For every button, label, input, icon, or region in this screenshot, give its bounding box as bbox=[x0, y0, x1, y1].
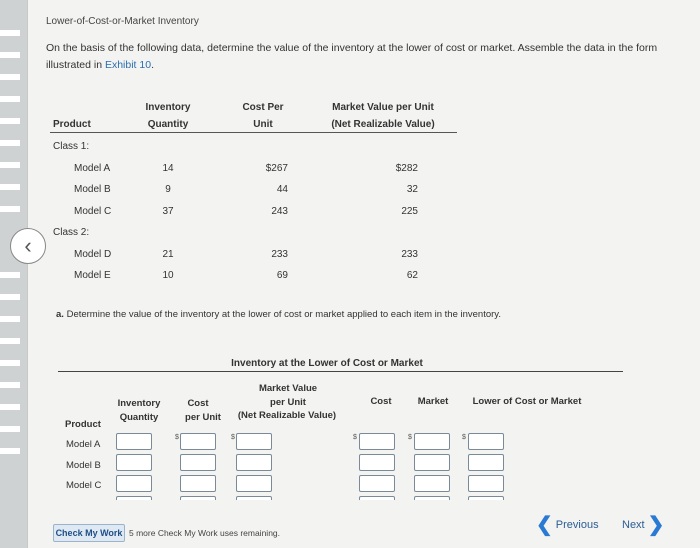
market-value-input[interactable] bbox=[236, 475, 272, 492]
side-nav-tick[interactable] bbox=[0, 338, 20, 344]
part-a-label: a. bbox=[56, 309, 64, 320]
lcm-total-input[interactable] bbox=[468, 454, 504, 471]
row-market: 225 bbox=[401, 206, 418, 217]
header-lcm: Lower of Cost or Market bbox=[472, 396, 582, 407]
side-nav-tick[interactable] bbox=[0, 184, 20, 190]
side-nav-tick[interactable] bbox=[0, 118, 20, 124]
side-nav-tick[interactable] bbox=[0, 404, 20, 410]
remaining-checks-text: 5 more Check My Work uses remaining. bbox=[129, 528, 281, 538]
side-nav-tick[interactable] bbox=[0, 74, 20, 80]
answer-table-rule bbox=[58, 371, 623, 372]
currency-symbol: $ bbox=[231, 434, 235, 441]
market-total-input[interactable] bbox=[414, 454, 450, 471]
next-label: Next bbox=[622, 519, 645, 531]
header-cost-line2: per Unit bbox=[185, 412, 221, 423]
lcm-total-input[interactable] bbox=[468, 433, 504, 450]
row-quantity: 10 bbox=[162, 270, 174, 281]
header-market-line2: (Net Realizable Value) bbox=[331, 119, 435, 130]
market-total-input[interactable] bbox=[414, 433, 450, 450]
header-market-value-line2: per Unit bbox=[270, 397, 306, 408]
row-cost: 233 bbox=[271, 249, 288, 260]
side-nav-tick[interactable] bbox=[0, 382, 20, 388]
market-total-input[interactable] bbox=[414, 475, 450, 492]
row-cost: 69 bbox=[276, 270, 288, 281]
chevron-left-icon: ❮ bbox=[536, 514, 553, 536]
currency-symbol: $ bbox=[175, 434, 179, 441]
row-market: 62 bbox=[406, 270, 418, 281]
check-my-work-button[interactable]: Check My Work bbox=[53, 524, 125, 542]
page-title: Lower-of-Cost-or-Market Inventory bbox=[46, 16, 199, 27]
side-nav-tick[interactable] bbox=[0, 294, 20, 300]
side-nav-tick[interactable] bbox=[0, 272, 20, 278]
side-nav-strip bbox=[0, 0, 28, 548]
row-product: Model A bbox=[74, 163, 111, 174]
previous-button[interactable] bbox=[536, 515, 599, 535]
answer-row-product: Model C bbox=[66, 480, 102, 491]
question-intro bbox=[46, 40, 671, 74]
side-nav-tick[interactable] bbox=[0, 52, 20, 58]
next-button[interactable] bbox=[622, 515, 664, 535]
side-nav-tick[interactable] bbox=[0, 30, 20, 36]
header-quantity: Quantity bbox=[119, 412, 159, 423]
intro-text: On the basis of the following data, determine the value of the inventory at the lower of cost or market. Assemble the data in the form illustrated in bbox=[46, 42, 658, 71]
row-cost: 243 bbox=[271, 206, 288, 217]
collapse-chevron-left-icon[interactable]: ‹ bbox=[10, 228, 46, 264]
cost-total-input[interactable] bbox=[359, 475, 395, 492]
intro-end: . bbox=[151, 59, 154, 71]
quantity-input[interactable] bbox=[116, 475, 152, 492]
currency-symbol: $ bbox=[408, 434, 412, 441]
header-product: Product bbox=[65, 419, 101, 430]
quantity-input[interactable] bbox=[116, 433, 152, 450]
header-quantity-line1: Inventory bbox=[145, 102, 191, 113]
chevron-right-icon: ❯ bbox=[647, 514, 665, 536]
answer-row-product: Model B bbox=[66, 460, 101, 471]
lcm-total-input[interactable] bbox=[468, 475, 504, 492]
header-cost-line2: Unit bbox=[253, 119, 273, 130]
header-market-value-line1: Market Value bbox=[258, 383, 318, 394]
class1-label: Class 1: bbox=[53, 141, 90, 152]
side-nav-tick[interactable] bbox=[0, 360, 20, 366]
cost-per-unit-input[interactable] bbox=[180, 454, 216, 471]
footer-bar bbox=[28, 500, 700, 548]
part-a-prompt bbox=[56, 309, 501, 320]
answer-table-title: Inventory at the Lower of Cost or Market bbox=[231, 358, 423, 369]
market-value-input[interactable] bbox=[236, 433, 272, 450]
previous-label: Previous bbox=[555, 519, 599, 531]
row-market: 32 bbox=[406, 184, 418, 195]
side-nav-tick[interactable] bbox=[0, 140, 20, 146]
side-nav-tick[interactable] bbox=[0, 448, 20, 454]
exhibit-link[interactable]: Exhibit 10 bbox=[104, 59, 152, 71]
class2-label: Class 2: bbox=[53, 227, 90, 238]
row-product: Model C bbox=[74, 206, 112, 217]
row-cost: $267 bbox=[265, 163, 288, 174]
cost-per-unit-input[interactable] bbox=[180, 475, 216, 492]
row-quantity: 37 bbox=[162, 206, 174, 217]
cost-total-input[interactable] bbox=[359, 433, 395, 450]
cost-per-unit-input[interactable] bbox=[180, 433, 216, 450]
header-quantity-line2: Quantity bbox=[147, 119, 189, 130]
row-market: $282 bbox=[395, 163, 418, 174]
row-product: Model B bbox=[74, 184, 111, 195]
header-cost-line1: Cost bbox=[187, 398, 209, 409]
quantity-input[interactable] bbox=[116, 454, 152, 471]
currency-symbol: $ bbox=[462, 434, 466, 441]
question-page bbox=[27, 0, 700, 548]
row-market: 233 bbox=[401, 249, 418, 260]
cost-total-input[interactable] bbox=[359, 454, 395, 471]
answer-row-product: Model A bbox=[66, 439, 101, 450]
header-cost-line1: Cost Per bbox=[242, 102, 284, 113]
header-market-value-line3: (Net Realizable Value) bbox=[237, 410, 337, 421]
row-cost: 44 bbox=[276, 184, 288, 195]
header-market-line1: Market Value per Unit bbox=[332, 102, 434, 113]
header-cost-total: Cost bbox=[370, 396, 392, 407]
row-quantity: 21 bbox=[162, 249, 174, 260]
header-product: Product bbox=[53, 119, 91, 130]
header-rule bbox=[50, 132, 457, 133]
header-inventory: Inventory bbox=[117, 398, 161, 409]
currency-symbol: $ bbox=[353, 434, 357, 441]
row-product: Model D bbox=[74, 249, 112, 260]
side-nav-tick[interactable] bbox=[0, 206, 20, 212]
side-nav-tick[interactable] bbox=[0, 426, 20, 432]
side-nav-tick[interactable] bbox=[0, 96, 20, 102]
side-nav-tick[interactable] bbox=[0, 162, 20, 168]
row-quantity: 14 bbox=[162, 163, 174, 174]
part-a-text: Determine the value of the inventory at the lower of cost or market applied to each item in the inventory. bbox=[66, 309, 501, 320]
header-market-total: Market bbox=[417, 396, 449, 407]
row-product: Model E bbox=[74, 270, 111, 281]
side-nav-tick[interactable] bbox=[0, 316, 20, 322]
market-value-input[interactable] bbox=[236, 454, 272, 471]
row-quantity: 9 bbox=[165, 184, 171, 195]
